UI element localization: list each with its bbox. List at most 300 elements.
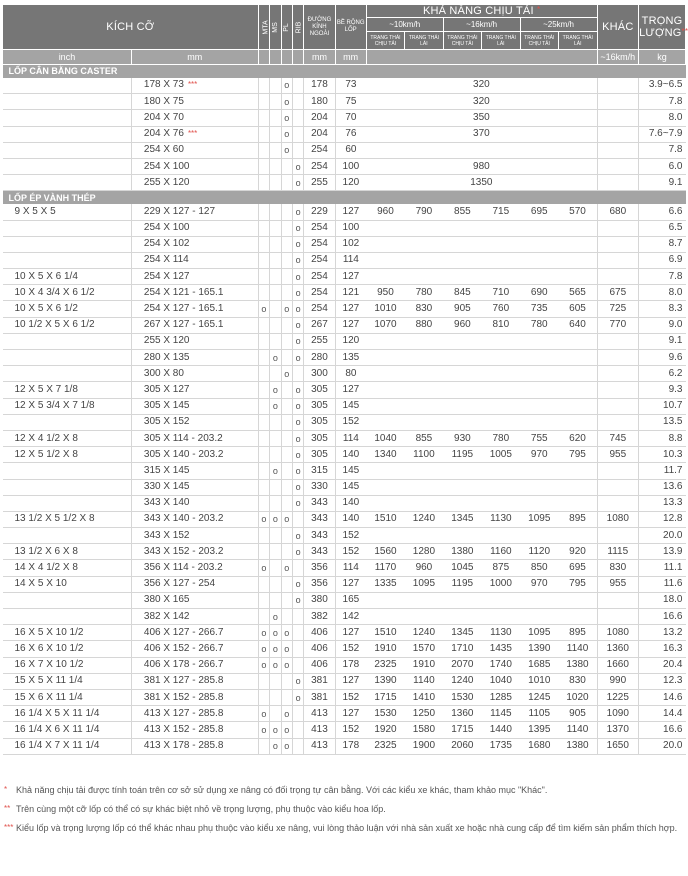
load-cell: 1280 <box>405 544 443 560</box>
table-row <box>3 689 686 705</box>
width-cell: 152 <box>335 544 366 560</box>
diameter-cell: 254 <box>304 236 335 252</box>
load-cell: 960 <box>366 204 404 220</box>
tire-spec-table <box>2 4 686 755</box>
diameter-cell: 413 <box>304 722 335 738</box>
size-inch-cell: 16 X 6 X 10 1/2 <box>3 641 132 657</box>
weight-cell: 7.6~7.9 <box>639 126 686 142</box>
flag-cell <box>281 398 292 414</box>
flag-cell: o <box>292 269 303 285</box>
flag-cell <box>270 110 281 126</box>
diameter-cell: 254 <box>304 285 335 301</box>
flag-cell <box>270 220 281 236</box>
flag-cell: o <box>292 576 303 592</box>
flag-cell <box>258 689 269 705</box>
inch-unit: inch <box>3 50 132 65</box>
size-inch-cell <box>3 609 132 625</box>
flag-cell <box>258 126 269 142</box>
load-cell: 1360 <box>443 706 481 722</box>
other-cell <box>597 110 639 126</box>
weight-cell: 14.6 <box>639 689 686 705</box>
flag-cell: o <box>258 301 269 317</box>
flag-cell <box>281 447 292 463</box>
load-cell: 1380 <box>559 657 598 673</box>
flag-cell <box>292 609 303 625</box>
size-mm-text: 254 X 100 <box>143 160 190 172</box>
load-cell: 570 <box>559 204 598 220</box>
width-cell: 73 <box>335 78 366 94</box>
load-cell <box>366 366 597 382</box>
flag-cell <box>281 158 292 174</box>
size-inch-cell <box>3 94 132 110</box>
size-mm-text: 330 X 145 <box>143 481 190 493</box>
load-cell: 1140 <box>559 722 598 738</box>
footnote <box>4 783 684 797</box>
pl-header: PL <box>281 5 292 50</box>
flag-cell <box>258 333 269 349</box>
other-cell <box>597 94 639 110</box>
size-mm-cell <box>131 592 258 608</box>
size-inch-cell: 10 X 5 X 6 1/2 <box>3 301 132 317</box>
table-row <box>3 463 686 479</box>
load-cell: 1530 <box>366 706 404 722</box>
flag-cell: o <box>292 398 303 414</box>
table-row <box>3 269 686 285</box>
size-mm-cell <box>131 78 258 94</box>
size-mm-cell <box>131 333 258 349</box>
size-mm-text: 356 X 114 - 203.2 <box>143 562 223 574</box>
load-cell: 780 <box>482 430 520 446</box>
flag-cell <box>258 673 269 689</box>
other-cell: 990 <box>597 673 639 689</box>
footnotes <box>4 783 684 840</box>
other-cell: 1080 <box>597 511 639 527</box>
size-mm-cell <box>131 301 258 317</box>
flag-cell <box>281 576 292 592</box>
flag-cell <box>281 350 292 366</box>
load-cell: 905 <box>443 301 481 317</box>
size-inch-cell <box>3 366 132 382</box>
size-inch-cell <box>3 220 132 236</box>
diameter-cell: 406 <box>304 641 335 657</box>
flag-cell: o <box>281 706 292 722</box>
load-cell: 1680 <box>520 738 558 754</box>
size-inch-cell <box>3 479 132 495</box>
diameter-cell: 254 <box>304 158 335 174</box>
flag-cell <box>270 447 281 463</box>
other-cell <box>597 252 639 268</box>
flag-cell: o <box>292 220 303 236</box>
width-cell: 102 <box>335 236 366 252</box>
flag-cell <box>258 447 269 463</box>
flag-cell <box>258 175 269 191</box>
flag-cell <box>258 142 269 158</box>
table-row <box>3 576 686 592</box>
weight-cell: 3.9~6.5 <box>639 78 686 94</box>
load-cell <box>366 609 597 625</box>
table-row <box>3 447 686 463</box>
flag-cell: o <box>270 641 281 657</box>
size-mm-text: 413 X 127 - 285.8 <box>143 707 224 719</box>
size-mm-cell <box>131 285 258 301</box>
load-cell: 1510 <box>366 511 404 527</box>
flag-cell <box>270 479 281 495</box>
load-cell: 920 <box>559 544 598 560</box>
load-cell: 320 <box>366 94 597 110</box>
footnote-mark: *** <box>187 129 198 139</box>
flag-cell: o <box>281 301 292 317</box>
state-drive-header: TRẠNG THÁI LÁI <box>559 32 598 50</box>
weight-cell: 16.6 <box>639 722 686 738</box>
flag-cell <box>281 236 292 252</box>
load-cell: 1580 <box>405 722 443 738</box>
size-mm-cell <box>131 706 258 722</box>
size-inch-cell <box>3 528 132 544</box>
table-row <box>3 430 686 446</box>
flag-cell <box>270 252 281 268</box>
rib-header: RIB <box>292 5 303 50</box>
weight-cell: 8.0 <box>639 285 686 301</box>
load-cell: 695 <box>559 560 598 576</box>
weight-cell: 6.6 <box>639 204 686 220</box>
size-mm-text: 254 X 100 <box>143 222 190 234</box>
weight-cell: 6.9 <box>639 252 686 268</box>
mm-unit: mm <box>131 50 258 65</box>
weight-cell: 13.9 <box>639 544 686 560</box>
other-cell <box>597 479 639 495</box>
size-inch-cell: 12 X 5 3/4 X 7 1/8 <box>3 398 132 414</box>
flag-cell: o <box>292 236 303 252</box>
load-cell <box>366 333 597 349</box>
flag-cell <box>258 366 269 382</box>
table-row <box>3 592 686 608</box>
load-cell: 1530 <box>443 689 481 705</box>
flag-cell: o <box>270 625 281 641</box>
size-mm-cell <box>131 738 258 754</box>
size-mm-text: 381 X 152 - 285.8 <box>143 691 224 703</box>
weight-cell: 7.8 <box>639 142 686 158</box>
size-mm-cell <box>131 689 258 705</box>
other-cell: 1090 <box>597 706 639 722</box>
flag-cell: o <box>281 142 292 158</box>
footnote-mark: ** <box>4 804 11 813</box>
size-inch-cell: 16 1/4 X 7 X 11 1/4 <box>3 738 132 754</box>
diameter-cell: 382 <box>304 609 335 625</box>
load-cell: 1145 <box>482 706 520 722</box>
flag-cell <box>258 204 269 220</box>
footnote-text: Kiểu lốp và trọng lượng lốp có thể khác nhau phụ thuộc vào kiểu xe nâng, vui lòng thảo luận với nhà sản xuất xe hoặc nhà cung cấp để tìm kiếm sản phẩm thích hợp. <box>16 823 678 833</box>
weight-cell: 9.1 <box>639 333 686 349</box>
size-mm-text: 406 X 178 - 266.7 <box>143 659 224 671</box>
size-inch-cell: 16 X 5 X 10 1/2 <box>3 625 132 641</box>
table-row <box>3 158 686 174</box>
load-cell: 370 <box>366 126 597 142</box>
load-cell: 1105 <box>520 706 558 722</box>
width-cell: 152 <box>335 641 366 657</box>
width-cell: 145 <box>335 398 366 414</box>
flag-cell <box>270 673 281 689</box>
size-mm-cell <box>131 625 258 641</box>
load-cell: 350 <box>366 110 597 126</box>
size-mm-text: 229 X 127 - 127 <box>143 205 216 217</box>
size-mm-text: 406 X 152 - 266.7 <box>143 642 224 654</box>
size-mm-cell <box>131 511 258 527</box>
diameter-cell: 280 <box>304 350 335 366</box>
table-row <box>3 382 686 398</box>
load-cell: 1130 <box>482 625 520 641</box>
flag-cell <box>270 706 281 722</box>
load-cell: 960 <box>405 560 443 576</box>
size-inch-cell <box>3 110 132 126</box>
width-cell: 152 <box>335 414 366 430</box>
weight-cell: 10.7 <box>639 398 686 414</box>
load-cell <box>366 528 597 544</box>
diameter-cell: 305 <box>304 382 335 398</box>
load-cell: 1100 <box>405 447 443 463</box>
flag-cell: o <box>292 382 303 398</box>
load-cell: 1160 <box>482 544 520 560</box>
weight-cell: 8.8 <box>639 430 686 446</box>
size-inch-cell <box>3 126 132 142</box>
load-cell: 810 <box>482 317 520 333</box>
size-mm-cell <box>131 414 258 430</box>
diameter-cell: 305 <box>304 430 335 446</box>
load-cell: 755 <box>520 430 558 446</box>
size-mm-text: 255 X 120 <box>143 335 190 347</box>
load-cell: 1095 <box>520 511 558 527</box>
size-inch-cell <box>3 350 132 366</box>
load-cell: 715 <box>482 204 520 220</box>
flag-cell <box>270 142 281 158</box>
diameter-cell: 305 <box>304 414 335 430</box>
flag-cell: o <box>270 463 281 479</box>
table-row <box>3 110 686 126</box>
flag-cell: o <box>292 175 303 191</box>
load-cell: 960 <box>443 317 481 333</box>
width-cell: 178 <box>335 738 366 754</box>
weight-cell: 20.4 <box>639 657 686 673</box>
table-row <box>3 609 686 625</box>
size-inch-cell: 14 X 4 1/2 X 8 <box>3 560 132 576</box>
diameter-cell: 343 <box>304 528 335 544</box>
footnote <box>4 821 684 835</box>
size-inch-cell <box>3 495 132 511</box>
weight-unit: kg <box>639 50 686 65</box>
width-cell: 152 <box>335 689 366 705</box>
weight-cell: 7.8 <box>639 94 686 110</box>
other-cell: 1080 <box>597 625 639 641</box>
load-cell: 565 <box>559 285 598 301</box>
flag-cell <box>292 94 303 110</box>
flag-cell <box>270 204 281 220</box>
load-cell: 1685 <box>520 657 558 673</box>
size-inch-cell: 16 X 7 X 10 1/2 <box>3 657 132 673</box>
width-cell: 178 <box>335 657 366 673</box>
weight-cell: 13.6 <box>639 479 686 495</box>
weight-cell: 6.5 <box>639 220 686 236</box>
size-mm-text: 180 X 75 <box>143 95 184 107</box>
flag-cell <box>258 220 269 236</box>
diameter-cell: 406 <box>304 625 335 641</box>
size-inch-cell: 10 1/2 X 5 X 6 1/2 <box>3 317 132 333</box>
diameter-cell: 255 <box>304 333 335 349</box>
weight-cell: 12.8 <box>639 511 686 527</box>
flag-cell <box>270 158 281 174</box>
width-cell: 114 <box>335 430 366 446</box>
flag-cell <box>292 641 303 657</box>
width-cell: 135 <box>335 350 366 366</box>
load-cell: 640 <box>559 317 598 333</box>
width-cell: 127 <box>335 301 366 317</box>
other-cell: 1650 <box>597 738 639 754</box>
size-inch-cell: 13 1/2 X 5 1/2 X 8 <box>3 511 132 527</box>
flag-cell <box>292 142 303 158</box>
size-mm-text: 254 X 114 <box>143 254 189 266</box>
flag-cell <box>292 722 303 738</box>
flag-cell: o <box>281 366 292 382</box>
other-cell <box>597 398 639 414</box>
table-row <box>3 657 686 673</box>
flag-cell <box>258 592 269 608</box>
load-cell: 2325 <box>366 738 404 754</box>
flag-cell <box>258 528 269 544</box>
width-cell: 127 <box>335 269 366 285</box>
diameter-cell: 204 <box>304 126 335 142</box>
size-mm-text: 254 X 127 <box>143 270 190 282</box>
flag-cell <box>270 414 281 430</box>
load-cell: 1120 <box>520 544 558 560</box>
table-row <box>3 625 686 641</box>
diameter-header: ĐƯỜNG KÍNH NGOÀI <box>304 5 335 50</box>
state-drive-header: TRẠNG THÁI LÁI <box>405 32 443 50</box>
flag-cell <box>281 528 292 544</box>
flag-cell: o <box>281 738 292 754</box>
load-cell <box>366 592 597 608</box>
flag-cell <box>281 382 292 398</box>
flag-cell <box>258 414 269 430</box>
flag-cell <box>292 110 303 126</box>
load-cell: 2060 <box>443 738 481 754</box>
load-cell: 795 <box>559 447 598 463</box>
flag-cell <box>281 430 292 446</box>
load-cell: 1380 <box>559 738 598 754</box>
diameter-cell: 381 <box>304 689 335 705</box>
load-cell: 1140 <box>559 641 598 657</box>
other-cell <box>597 269 639 285</box>
load-cell: 1095 <box>405 576 443 592</box>
flag-cell: o <box>292 447 303 463</box>
size-mm-cell <box>131 204 258 220</box>
size-inch-cell <box>3 463 132 479</box>
size-mm-text: 280 X 135 <box>143 351 190 363</box>
other-cell <box>597 528 639 544</box>
width-cell: 60 <box>335 142 366 158</box>
section-header <box>3 65 686 78</box>
weight-cell: 20.0 <box>639 528 686 544</box>
load-cell: 1920 <box>366 722 404 738</box>
size-mm-text: 343 X 152 - 203.2 <box>143 545 224 557</box>
flag-cell <box>258 78 269 94</box>
size-mm-cell <box>131 495 258 511</box>
flag-cell: o <box>270 738 281 754</box>
size-inch-cell <box>3 252 132 268</box>
load-cell: 1240 <box>443 673 481 689</box>
load-cell: 855 <box>443 204 481 220</box>
table-row <box>3 673 686 689</box>
flag-cell <box>258 738 269 754</box>
size-inch-cell <box>3 414 132 430</box>
flag-cell: o <box>281 78 292 94</box>
flag-cell <box>292 657 303 673</box>
size-mm-text: 204 X 76 <box>143 128 184 140</box>
size-inch-cell <box>3 333 132 349</box>
load-cell: 970 <box>520 576 558 592</box>
width-cell: 100 <box>335 158 366 174</box>
other-cell <box>597 78 639 94</box>
width-cell: 75 <box>335 94 366 110</box>
load-cell: 1010 <box>520 673 558 689</box>
load-cell: 850 <box>520 560 558 576</box>
size-inch-cell: 13 1/2 X 6 X 8 <box>3 544 132 560</box>
flag-cell: o <box>292 317 303 333</box>
size-inch-cell: 15 X 5 X 11 1/4 <box>3 673 132 689</box>
flag-cell: o <box>270 511 281 527</box>
flag-cell <box>270 269 281 285</box>
load-cell: 905 <box>559 706 598 722</box>
footnote-mark: *** <box>187 80 198 90</box>
flag-cell <box>281 495 292 511</box>
flag-cell <box>281 220 292 236</box>
size-inch-cell: 12 X 5 1/2 X 8 <box>3 447 132 463</box>
width-cell: 121 <box>335 285 366 301</box>
flag-cell <box>270 366 281 382</box>
load-cell: 1170 <box>366 560 404 576</box>
load-cell: 1560 <box>366 544 404 560</box>
table-row <box>3 495 686 511</box>
flag-cell <box>258 495 269 511</box>
load-cell <box>366 220 597 236</box>
flag-cell <box>270 560 281 576</box>
size-mm-cell <box>131 158 258 174</box>
table-row <box>3 142 686 158</box>
load-cell: 845 <box>443 285 481 301</box>
width-cell: 80 <box>335 366 366 382</box>
flag-cell <box>281 609 292 625</box>
size-mm-cell <box>131 560 258 576</box>
other-cell: 1660 <box>597 657 639 673</box>
load-cell: 830 <box>405 301 443 317</box>
load-cell <box>366 252 597 268</box>
load-cell: 2325 <box>366 657 404 673</box>
capacity-header: KHẢ NĂNG CHỊU TẢI * <box>366 5 597 18</box>
width-cell: 127 <box>335 625 366 641</box>
diameter-cell: 356 <box>304 560 335 576</box>
diameter-cell: 343 <box>304 544 335 560</box>
table-row <box>3 236 686 252</box>
table-row <box>3 560 686 576</box>
size-inch-cell: 16 1/4 X 6 X 11 1/4 <box>3 722 132 738</box>
size-mm-cell <box>131 94 258 110</box>
size-mm-cell <box>131 463 258 479</box>
weight-cell: 13.2 <box>639 625 686 641</box>
diameter-cell: 356 <box>304 576 335 592</box>
table-row <box>3 366 686 382</box>
other-cell <box>597 366 639 382</box>
diameter-cell: 330 <box>304 479 335 495</box>
other-header: KHÁC <box>597 5 639 50</box>
flag-cell <box>281 689 292 705</box>
table-row <box>3 398 686 414</box>
